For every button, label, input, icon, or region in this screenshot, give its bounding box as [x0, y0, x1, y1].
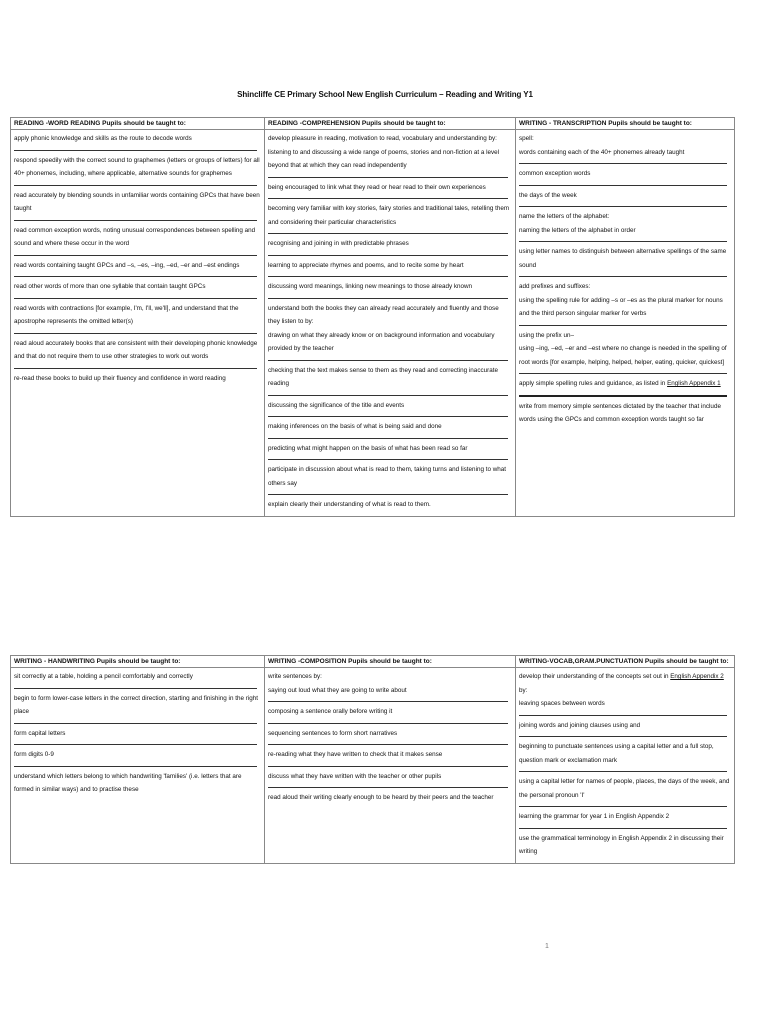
divider — [519, 736, 727, 737]
divider — [268, 438, 508, 439]
list-item: using –ing, –ed, –er and –est where no change is needed in the spelling of root words [for example, helping, helped, helper, eating, quicker, quickest] — [519, 345, 727, 366]
divider — [519, 395, 727, 397]
list-item — [519, 670, 731, 697]
list-item: use the grammatical terminology in English Appendix 2 in discussing their writing — [519, 834, 724, 855]
list-item: apply phonic knowledge and skills as the route to decode words — [14, 135, 192, 142]
list-item: understand which letters belong to which handwriting 'families' (i.e. letters that are formed in similar ways) and to practise these — [14, 772, 242, 793]
divider — [268, 395, 508, 396]
divider — [268, 198, 508, 199]
divider — [519, 325, 727, 326]
list-item: drawing on what they already know or on background information and vocabulary provided by the teacher — [268, 331, 495, 352]
divider — [14, 255, 257, 256]
divider — [14, 368, 257, 369]
list-item: sit correctly at a table, holding a pencil comfortably and correctly — [14, 673, 193, 680]
list-item — [519, 377, 731, 391]
header-vocab-grammar: WRITING-VOCAB,GRAM.PUNCTUATION Pupils should be taught to: — [516, 656, 735, 668]
list-item: write from memory simple sentences dictated by the teacher that include words using the GPCs and common exception words taught so far — [519, 402, 721, 423]
list-item: discuss what they have written with the teacher or other pupils — [268, 772, 442, 780]
divider — [14, 333, 257, 334]
divider — [519, 373, 727, 374]
list-item: common exception words — [519, 170, 591, 177]
divider — [519, 185, 727, 186]
list-item: form digits 0-9 — [14, 751, 54, 758]
list-item: name the letters of the alphabet: — [519, 213, 610, 220]
list-item: discussing word meanings, linking new meanings to those already known — [268, 283, 473, 290]
divider — [519, 828, 727, 829]
comprehension-column — [265, 130, 516, 517]
list-item: using the spelling rule for adding –s or –es as the plural marker for nouns and the third person singular marker for verbs — [519, 296, 723, 317]
divider — [14, 744, 257, 745]
list-item: predicting what might happen on the basis of what has been read so far — [268, 444, 468, 452]
divider — [268, 744, 508, 745]
list-item: read common exception words, noting unusual correspondences between spelling and sound and where these occur in the word — [14, 226, 256, 247]
header-transcription: WRITING - TRANSCRIPTION Pupils should be taught to: — [516, 118, 735, 130]
list-item: read words with contractions [for example, I'm, I'll, we'll], and understand that the apostrophe represents the omitted letter(s) — [14, 304, 239, 325]
list-item: sequencing sentences to form short narratives — [268, 729, 398, 737]
list-item: respond speedily with the correct sound to graphemes (letters or groups of letters) for all 40+ phonemes, including, where applicable, alternative sounds for graphemes — [14, 156, 260, 177]
divider — [14, 723, 257, 724]
list-item: being encouraged to link what they read or hear read to their own experiences — [268, 183, 486, 191]
transcription-column — [516, 130, 735, 517]
list-item: read other words of more than one syllable that contain taught GPCs — [14, 283, 206, 290]
list-item: words containing each of the 40+ phonemes already taught — [519, 148, 685, 156]
list-item: using letter names to distinguish between alternative spellings of the same sound — [519, 248, 727, 269]
appendix-2-link[interactable]: English Appendix 2 — [670, 673, 724, 680]
list-item: the days of the week — [519, 191, 577, 199]
list-item: learning the grammar for year 1 in English Appendix 2 — [519, 813, 670, 820]
divider — [519, 771, 727, 772]
divider — [268, 177, 508, 178]
list-item: joining words and joining clauses using and — [519, 721, 641, 729]
page-title: Shincliffe CE Primary School New English Curriculum – Reading and Writing Y1 — [237, 90, 533, 99]
list-item: discussing the significance of the title and events — [268, 401, 405, 409]
divider — [268, 276, 508, 277]
divider — [268, 416, 508, 417]
spelling-rules-text: apply simple spelling rules and guidance, as listed in — [519, 380, 668, 387]
divider — [14, 688, 257, 689]
list-item: saying out loud what they are going to write about — [268, 686, 407, 694]
list-item: checking that the text makes sense to them as they read and correcting inaccurate reading — [268, 366, 498, 387]
appendix-1-link[interactable]: English Appendix 1 — [667, 380, 721, 387]
list-item: recognising and joining in with predictable phrases — [268, 240, 409, 247]
divider — [268, 766, 508, 767]
composition-column — [265, 668, 516, 864]
divider — [268, 723, 508, 724]
divider — [268, 298, 508, 299]
list-item: explain clearly their understanding of what is read to them. — [268, 501, 431, 508]
header-word-reading: READING -WORD READING Pupils should be taught to: — [11, 118, 265, 130]
writing-table — [10, 655, 735, 864]
list-item: read aloud accurately books that are consistent with their developing phonic knowledge and that do not require them to use other strategies to work out words — [14, 339, 258, 360]
list-item: spell: — [519, 135, 534, 142]
list-item: using the prefix un– — [519, 331, 574, 339]
divider — [14, 298, 257, 299]
divider — [519, 276, 727, 277]
list-item: participate in discussion about what is read to them, taking turns and listening to what others say — [268, 466, 507, 487]
page-number: 1 — [545, 943, 549, 950]
reading-transcription-table — [10, 117, 735, 517]
divider — [519, 715, 727, 716]
vocab-grammar-column — [516, 668, 735, 864]
divider — [14, 150, 257, 151]
list-item: beginning to punctuate sentences using a capital letter and a full stop, question mark or exclamation mark — [519, 743, 714, 764]
divider — [268, 787, 508, 788]
list-item: re-reading what they have written to check that it makes sense — [268, 751, 443, 758]
divider — [519, 206, 727, 207]
list-item: making inferences on the basis of what is being said and done — [268, 423, 442, 430]
list-item: read aloud their writing clearly enough to be heard by their peers and the teacher — [268, 794, 494, 801]
list-item: re-read these books to build up their fluency and confidence in word reading — [14, 374, 226, 382]
list-item: becoming very familiar with key stories, fairy stories and traditional tales, retelling them and considering their particular characteristics — [268, 205, 510, 226]
list-item: naming the letters of the alphabet in order — [519, 226, 636, 234]
divider — [14, 185, 257, 186]
divider — [14, 766, 257, 767]
list-item: composing a sentence orally before writing it — [268, 708, 393, 715]
divider — [268, 494, 508, 495]
word-reading-column — [11, 130, 265, 517]
list-item: learning to appreciate rhymes and poems, and to recite some by heart — [268, 261, 464, 269]
header-handwriting: WRITING - HANDWRITING Pupils should be taught to: — [11, 656, 265, 668]
divider — [268, 701, 508, 702]
divider — [268, 233, 508, 234]
header-comprehension: READING -COMPREHENSION Pupils should be taught to: — [265, 118, 516, 130]
handwriting-column — [11, 668, 265, 864]
appendix-intro-suffix: by: — [519, 686, 528, 694]
list-item: read accurately by blending sounds in unfamiliar words containing GPCs that have been taught — [14, 191, 260, 212]
header-composition: WRITING -COMPOSITION Pupils should be taught to: — [265, 656, 516, 668]
list-item: develop pleasure in reading, motivation to read, vocabulary and understanding by: — [268, 135, 497, 142]
list-item: leaving spaces between words — [519, 700, 605, 707]
divider — [268, 255, 508, 256]
divider — [519, 241, 727, 242]
appendix-intro-text: develop their understanding of the concepts set out in — [519, 673, 671, 680]
divider — [14, 220, 257, 221]
list-item: understand both the books they can already read accurately and fluently and those they listen to by: — [268, 304, 499, 325]
list-item: using a capital letter for names of people, places, the days of the week, and the personal pronoun 'I' — [519, 778, 730, 799]
list-item: form capital letters — [14, 729, 66, 737]
divider — [519, 806, 727, 807]
list-item: listening to and discussing a wide range of poems, stories and non-fiction at a level beyond that at which they can read independently — [268, 148, 500, 169]
list-item: read words containing taught GPCs and –s, –es, –ing, –ed, –er and –est endings — [14, 261, 240, 269]
divider — [14, 276, 257, 277]
divider — [268, 360, 508, 361]
divider — [268, 459, 508, 460]
list-item: begin to form lower-case letters in the correct direction, starting and finishing in the right place — [14, 694, 258, 715]
divider — [519, 163, 727, 164]
list-item: write sentences by: — [268, 673, 322, 680]
list-item: add prefixes and suffixes: — [519, 283, 591, 290]
